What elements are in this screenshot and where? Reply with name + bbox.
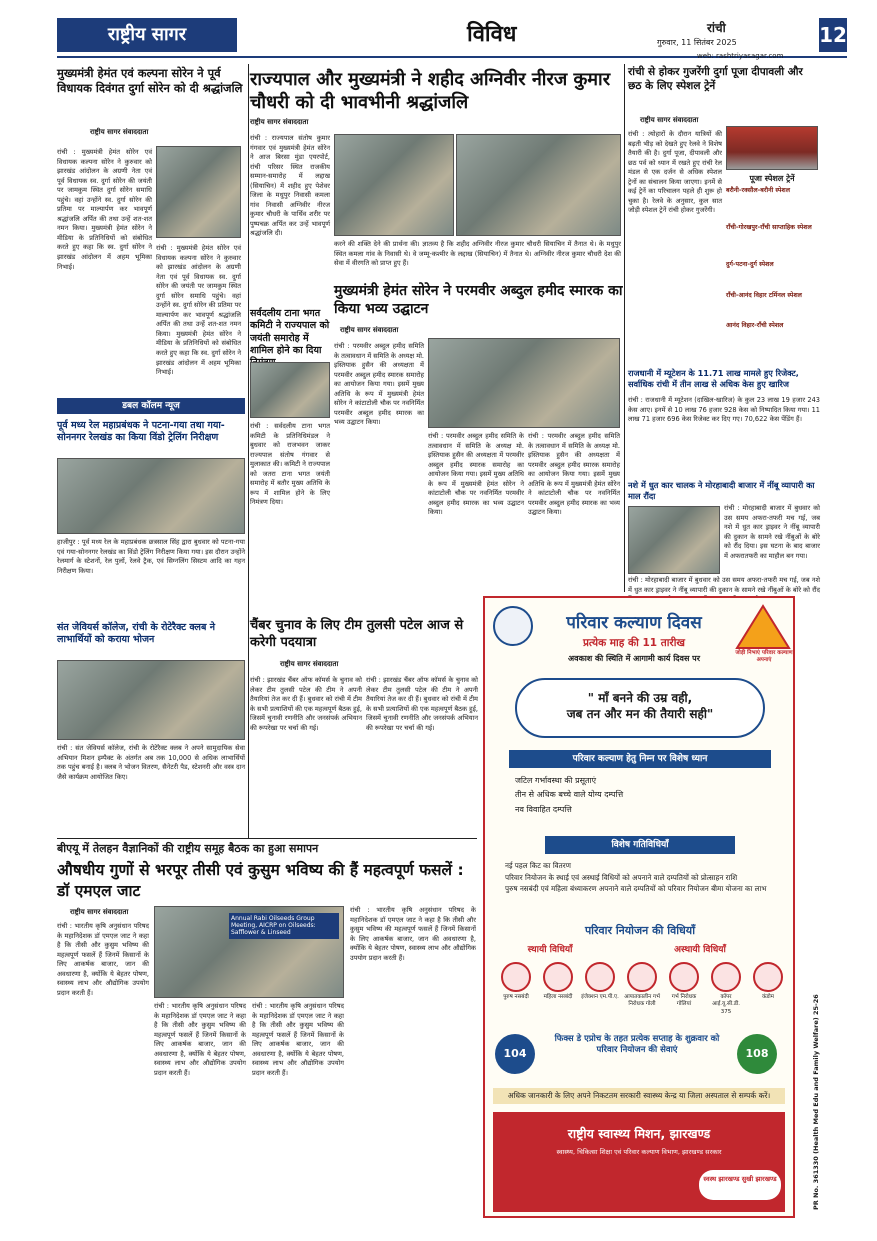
ad-tagline: अवकाश की स्थिति में आगामी कार्य दिवस पर: [568, 654, 700, 663]
kicker-bau-meeting: बीएयू में तेलहन वैज्ञानिकों की राष्ट्रीय समूह बैठक का हुआ समापन: [57, 842, 319, 855]
list-item: बरौनी-रक्सौल-बरौनी स्पेशल: [726, 187, 790, 194]
article-body: रांची : सर्वदलीय टाना भगत कमिटी के प्रतिनिधिमंडल ने बुधवार को राजभवन जाकर राज्यपाल संतोष गंगवार से मुलाकात की। कमिटी ने राज्यपाल को जतरा टाना भगत जयंती समारोह में बतौर मुख्य अतिथि के रूप में शामिल होने के लिए निमंत्रण दिया।: [250, 422, 330, 507]
section-name: विविध: [467, 22, 517, 47]
city-name: रांची: [707, 21, 726, 35]
photo-memorial-inauguration: [428, 338, 620, 428]
column-rule: [624, 64, 625, 592]
brand-logo: स्वस्थ झारखण्ड सुखी झारखण्ड: [699, 1170, 781, 1200]
photo-rotaract-club: [57, 660, 245, 740]
family-welfare-advertisement: [483, 596, 795, 1218]
methods-title: परिवार नियोजन की विधियाँ: [584, 924, 696, 937]
article-body-cont: रांची : भारतीय कृषि अनुसंधान परिषद के महानिदेशक डॉ एमएल जाट ने कहा है कि तीसी और कुसुम भविष्य की महत्वपूर्ण फसलें हैं जिनमें किसानों के लिए आकर्षक बाजार, जान की अवधारणा है, क्योंकि ये बेहतर पोषण, स्वास्थ्य लाभ और औद्योगिक उपयोग प्रदान करती हैं।: [350, 906, 476, 962]
headline-drunk-driver: नशे में धुत कार चालक ने मोरहाबादी बाजार में नींबू व्यापारी का माल रौंदा: [628, 480, 815, 502]
list-item: नई पहल किट का वितरण: [505, 861, 571, 870]
method-item: इंजेक्शन एम.पी.ए.: [581, 962, 619, 1016]
page-number: 12: [819, 18, 847, 52]
headline-mutation-cases: राजधानी में म्यूटेशन के 11.71 लाख मामले हुए रिजेक्ट, सर्वाधिक रांची में तीन लाख से अधिक केस हुए खारिज: [628, 368, 799, 390]
column-rule: [248, 64, 249, 838]
pr-number: PR No. 361330 (Health Med Edu and Family Welfare) 25-26: [812, 994, 820, 1210]
article-body: रांची : परमवीर अब्दुल हमीद समिति के तत्वावधान में समिति के अध्यक्ष मो. इस्तियाक हुसैन की अध्यक्षता में परमवीर अब्दुल हमीद स्मारक समारोह का आयोजन किया गया। इसमें मुख्य अतिथि के रूप में मुख्यमंत्री हेमंत सोरेन ने कांटाटोली चौक पर नवनिर्मित परमवीर अब्दुल हमीद स्मारक का भव्य उद्घाटन किया।: [334, 342, 425, 427]
byline: राष्ट्रीय सागर संवाददाता: [280, 660, 339, 668]
condom-icon: [753, 962, 783, 992]
newspaper-logo: राष्ट्रीय सागर: [57, 18, 237, 52]
photo-durga-soren-tribute: [156, 146, 241, 238]
emergency-pill-icon: [627, 962, 657, 992]
banner-text: Annual Rabi Oilseeds Group Meeting, AICRP on Oilseeds: Safflower & Linseed: [229, 913, 339, 939]
article-body: रांची : झारखंड चैंबर ऑफ कॉमर्स के चुनाव को लेकर टीम तुलसी पटेल की टीम ने अपनी तैयारियां तेज कर दी हैं। बुधवार को रांची में टीम के सभी प्रत्याशियों की एक महत्वपूर्ण बैठक हुई, जिसमें चुनावी रणनीति और जनसंपर्क अभियान की रूपरेखा पर चर्चा की गई।: [250, 676, 362, 732]
headline-railway-inspection: पूर्व मध्य रेल महाप्रबंधक ने पटना-गया तथा गया-सोननगर रेलखंड का किया विंडो ट्रेलिंग निरीक्षण: [57, 420, 225, 444]
corner-tag: जोड़ी निभाएं परिवार कल्याण अपनाएं: [735, 650, 793, 664]
column-rule: [57, 838, 477, 839]
headline-oilseeds: औषधीय गुणों से भरपूर तीसी एवं कुसुम भविष्य की हैं महत्वपूर्ण फसलें : डॉ एमएल जाट: [57, 861, 464, 900]
injection-icon: [585, 962, 615, 992]
article-body: रांची : राज्यपाल संतोष कुमार गंगवार एवं मुख्यमंत्री हेमंत सोरेन ने आज बिरसा मुंडा एयरपोर्ट, रांची परिसर स्थित राजकीय सम्मान-समारोह में लद्दाख (सियाचिन) में शहीद हुए पेशेवर जिला के मधुपुर निवासी कमला गांव निवासी अग्निवीर नीरज कुमार चौधरी के पार्थिव शरीर पर पुष्पचक्र अर्पित कर उन्हें भावपूर्ण श्रद्धांजलि दी।: [250, 134, 330, 238]
article-body-cont: रांची : भारतीय कृषि अनुसंधान परिषद के महानिदेशक डॉ एमएल जाट ने कहा है कि तीसी और कुसुम भविष्य की महत्वपूर्ण फसलें हैं जिनमें किसानों के लिए आकर्षक बाजार, जान की अवधारणा है, क्योंकि ये बेहतर पोषण, स्वास्थ्य लाभ और औद्योगिक उपयोग प्रदान करती हैं।: [154, 1002, 246, 1077]
article-body-cont: रांची : परमवीर अब्दुल हमीद समिति के तत्वावधान में समिति के अध्यक्ष मो. इस्तियाक हुसैन की अध्यक्षता में परमवीर अब्दुल हमीद स्मारक समारोह का आयोजन किया गया। इसमें मुख्य अतिथि के रूप में मुख्यमंत्री हेमंत सोरेन ने कांटाटोली चौक पर नवनिर्मित परमवीर अब्दुल हमीद स्मारक का भव्य उद्घाटन किया।: [428, 432, 524, 517]
pill-icon: [669, 962, 699, 992]
article-body-cont: रांची : झारखंड चैंबर ऑफ कॉमर्स के चुनाव को लेकर टीम तुलसी पटेल की टीम ने अपनी तैयारियां तेज कर दी हैं। बुधवार को रांची में टीम के सभी प्रत्याशियों की एक महत्वपूर्ण बैठक हुई, जिसमें चुनावी रणनीति और जनसंपर्क अभियान की रूपरेखा पर चर्चा की गई।: [366, 676, 478, 732]
headline-durga-soren: मुख्यमंत्री हेमंत एवं कल्पना सोरेन ने पूर्व विधायक दिवंगत दुर्गा सोरेन को दी श्रद्धांजलि: [57, 66, 243, 95]
special-trains-title: पूजा स्पेशल ट्रेनें: [749, 174, 795, 183]
quote-line: " माँ बनने की उम्र वही,: [587, 691, 693, 705]
headline-st-xaviers: संत जेवियर्स कॉलेज, रांची के रोटेरैक्ट क्लब ने लाभार्थियों को कराया भोजन: [57, 622, 216, 646]
mission-name: राष्ट्रीय स्वास्थ्य मिशन, झारखण्ड: [567, 1126, 711, 1141]
permanent-methods-title: स्थायी विधियाँ: [527, 945, 573, 955]
ad-title: परिवार कल्याण दिवस: [566, 613, 702, 633]
special-trains-list: [726, 186, 818, 330]
list-item: राँची-आनंद विहार टर्मिनल स्पेशल: [726, 292, 802, 300]
list-item: परिवार नियोजन के स्थाई एवं अस्थाई विधियों को अपनाने वाले दम्पतियों को प्रोत्साहन राशि: [505, 872, 738, 882]
mission-footer: [493, 1112, 785, 1212]
list-item: जटिल गर्भावस्था की प्रसूताएं: [515, 776, 597, 785]
article-body: हाजीपुर : पूर्व मध्य रेल के महाप्रबंधक छत्रसाल सिंह द्वारा बुधवार को पटना-गया एवं गया-सोननगर रेलखंड का विंडो ट्रेलिंग निरीक्षण किया गया। इस दौरान उन्होंने रेलमार्ग के स्टेशनों, रेल पुलों, रेलवे ट्रैक, एवं सिग्नलिंग सिस्टम आदि का गहन निरीक्षण किया।: [57, 538, 245, 575]
quote-box: [515, 678, 765, 738]
photo-governor-tribute: [334, 134, 454, 236]
list-item: राँची-गोरखपुर-राँची साप्ताहिक स्पेशल: [726, 224, 812, 232]
methods-row: [497, 962, 787, 1016]
method-item: महिला नसबंदी: [539, 962, 577, 1016]
byline: राष्ट्रीय सागर संवाददाता: [640, 116, 699, 124]
masthead: [57, 18, 847, 58]
method-item: कॉपर आई.यू.सी.डी. 375: [707, 962, 745, 1016]
photo-oilseeds-meeting: [154, 906, 344, 998]
photo-railway-inspection: [57, 458, 245, 534]
list-item: नव विवाहित दम्पत्ति: [515, 804, 572, 814]
list-item: पुरुष नसबंदी एवं महिला बंध्याकरण अपनाने वाले दम्पतियों को परिवार नियोजन बीमा योजना का लाभ: [505, 884, 767, 894]
headline-special-trains: रांची से होकर गुजरेंगी दुर्गा पूजा दीपावली और छठ के लिए स्पेशल ट्रेनें: [628, 66, 803, 92]
activity-title: विशेष गतिविधियाँ: [545, 836, 735, 854]
helpline-104-badge: 104: [495, 1034, 535, 1074]
list-item: तीन से अधिक बच्चे वाले योग्य दम्पत्ति: [515, 790, 624, 800]
family-logo-icon: [735, 604, 791, 650]
focus-title: परिवार कल्याण हेतु निम्न पर विशेष ध्यान: [509, 750, 771, 768]
headline-tana-bhagat: सर्वदलीय टाना भगत कमिटी ने राज्यपाल को जयंती समारोह में शामिल होने का दिया: [250, 308, 330, 357]
male-sterilization-icon: [501, 962, 531, 992]
ad-subtitle: प्रत्येक माह की 11 तारीख: [582, 637, 686, 649]
article-body-cont: रांची : मुख्यमंत्री हेमंत सोरेन एवं विधायक कल्पना सोरेन ने कुरुवार को झारखंड आंदोलन के अग्रणी नेता एवं पूर्व विधायक स्व. दुर्गा सोरेन की जयंती पर जामकुम स्थित दुर्गा सोरेन समाधि पहुंचे। वहां उन्होंने स्व. दुर्गा सोरेन की प्रतिमा पर माल्यार्पण कर भावपूर्ण श्रद्धांजलि अर्पित की तथा उन्हें शत-शत नमन किया। मुख्यमंत्री हेमंत सोरेन ने मीडिया के प्रतिनिधियों को संबोधित करते हुए कहा कि स्व. दुर्गा सोरेन ने झारखंड आंदोलन में अहम भूमिका निभाई।: [156, 244, 241, 377]
list-item: दुर्ग-पटना-दुर्ग स्पेशल: [726, 261, 774, 269]
photo-market-incident: [628, 506, 720, 574]
temporary-methods-title: अस्थायी विधियाँ: [674, 945, 726, 955]
copper-t-icon: [711, 962, 741, 992]
emblem-icon: [493, 606, 533, 646]
article-body: रांची : मुख्यमंत्री हेमंत सोरेन एवं विधायक कल्पना सोरेन ने कुरुवार को झारखंड आंदोलन के अग्रणी नेता एवं पूर्व विधायक स्व. दुर्गा सोरेन की जयंती पर जामकुम स्थित दुर्गा सोरेन समाधि पहुंचे। वहां उन्होंने स्व. दुर्गा सोरेन की प्रतिमा पर माल्यार्पण कर भावपूर्ण श्रद्धांजलि अर्पित की तथा उन्हें शत-शत नमन किया। मुख्यमंत्री हेमंत सोरेन ने मीडिया के प्रतिनिधियों को संबोधित करते हुए कहा कि स्व. दुर्गा सोरेन ने झारखंड आंदोलन में अहम भूमिका निभाई।: [57, 148, 152, 271]
method-item: कंडोम: [749, 962, 787, 1016]
byline: राष्ट्रीय सागर संवाददाता: [340, 326, 399, 334]
fixed-day-text: फिक्स डे एप्रोच के तहत प्रत्येक सप्ताह के शुक्रवार को परिवार नियोजन की सेवाएं: [554, 1034, 720, 1056]
article-body: रांची : त्योहारों के दौरान यात्रियों की बढ़ती भीड़ को देखते हुए रेलवे ने विशेष तैयारी की है। दुर्गा पूजा, दीपावली और छठ पर्व को ध्यान में रखते हुए रांची रेल मंडल से एक दर्जन से अधिक स्पेशल ट्रेनों का संचालन किया जाएगा। इनमें से कई ट्रेनें का परिचालन पहले ही शुरू हो चुका है। रेलवे के अनुसार, कुल सात जोड़ी स्पेशल ट्रेनें रांची होकर गुजरेंगी।: [628, 130, 722, 215]
female-sterilization-icon: [543, 962, 573, 992]
headline-abdul-hamid-memorial: मुख्यमंत्री हेमंत सोरेन ने परमवीर अब्दुल हमीद स्मारक का किया भव्य उद्घाटन: [334, 283, 623, 318]
byline: राष्ट्रीय सागर संवाददाता: [90, 128, 149, 136]
method-item: पुरुष नसबंदी: [497, 962, 535, 1016]
article-body-cont: करने की शक्ति देने की प्रार्थना की। ज्ञातव्य है कि शहीद अग्निवीर नीरज कुमार चौधरी सियाचिन में तैनात थे। के मधुपुर स्थित कमला गांव के निवासी थे। वे जम्मू-कश्मीर के लद्दाख (सियाचिन) में तैनात थे। अग्निवीर नीरज कुमार चौधरी देश की सेवा में वीरगति को प्राप्त हुए हैं।: [334, 240, 621, 268]
article-body-cont: रांची : भारतीय कृषि अनुसंधान परिषद के महानिदेशक डॉ एमएल जाट ने कहा है कि तीसी और कुसुम भविष्य की महत्वपूर्ण फसलें हैं जिनमें किसानों के लिए आकर्षक बाजार, जान की अवधारणा है, क्योंकि ये बेहतर पोषण, स्वास्थ्य लाभ और औद्योगिक उपयोग प्रदान करती हैं।: [252, 1002, 344, 1077]
photo-cm-tribute: [456, 134, 621, 236]
method-item: गर्भ निरोधक गोलियां: [665, 962, 703, 1016]
article-body: रांची : राजधानी में म्यूटेशन (दाखिल-खारिज) के कुल 23 लाख 19 हजार 243 केस आए। इनमें से 10 लाख 76 हजार 928 केस को निष्पादित किया गया। 11 लाख 71 हजार 696 केस रिजेक्ट कर दिए गए। 70,622 केस पेंडिंग हैं।: [628, 396, 820, 424]
article-body: रांची : मोरहाबादी बाजार में बुधवार को उस समय अफरा-तफरी मच गई, जब नशे में धुत कार ड्राइवर ने नींबू व्यापारी की दुकान के सामने रखे नींबुओं के बोरे को रौंद दिया। इस घटना के बाद बाजार में अफरातफरी का माहौल बन गया।: [724, 504, 820, 560]
headline-chamber-election: चैंबर चुनाव के लिए टीम तुलसी पटेल आज से करेगी पदयात्रा: [250, 618, 464, 650]
article-body-cont: रांची : मोरहाबादी बाजार में बुधवार को उस समय अफरा-तफरी मच गई, जब नशे में धुत कार ड्राइवर ने नींबू व्यापारी की दुकान के सामने रखे नींबुओं के बोरे को रौंद: [628, 576, 820, 594]
quote-line: जब तन और मन की तैयारी सही": [566, 707, 714, 722]
helpline-108-badge: 108: [737, 1034, 777, 1074]
article-body: रांची : संत जेवियर्स कॉलेज, रांची के रोटेरैक्ट क्लब ने अपने सामुदायिक सेवा अभियान मिशन इम्पैक्ट के अंतर्गत अब तक 10,000 से अधिक लाभार्थियों तक पहुंच बनाई है। क्लब ने भोजन वितरण, सैनेटरी पैड, स्टेशनरी और वस्त्र दान जैसे कार्यक्रम आयोजित किए।: [57, 744, 245, 781]
mission-sub: स्वास्थ्य, चिकित्सा शिक्षा एवं परिवार कल्याण विभाण, झारखण्ड सरकार: [556, 1148, 722, 1156]
contact-text: अधिक जानकारी के लिए अपने निकटतम सरकारी स्वास्थ्य केन्द्र या जिला अस्पताल से सम्पर्क करें।: [493, 1088, 785, 1104]
headline-agniveer-tribute: राज्यपाल और मुख्यमंत्री ने शहीद अग्निवीर नीरज कुमार चौधरी को दी भावभीनी श्रद्धांजलि: [250, 69, 611, 114]
photo-tana-bhagat: [250, 362, 330, 418]
article-body-cont: रांची : परमवीर अब्दुल हमीद समिति के तत्वावधान में समिति के अध्यक्ष मो. इस्तियाक हुसैन की अध्यक्षता में परमवीर अब्दुल हमीद स्मारक समारोह का आयोजन किया गया। इसमें मुख्य अतिथि के रूप में मुख्यमंत्री हेमंत सोरेन ने कांटाटोली चौक पर नवनिर्मित परमवीर अब्दुल हमीद स्मारक का भव्य उद्घाटन किया।: [528, 432, 620, 517]
method-item: आपातकालीन गर्भ निरोधक गोली: [623, 962, 661, 1016]
byline: राष्ट्रीय सागर संवाददाता: [250, 118, 309, 126]
website: web: rashtriyasagar.com: [697, 52, 784, 60]
activity-list: [505, 860, 775, 895]
section-label-double-column: डबल कॉलम न्यूज: [57, 398, 245, 414]
photo-train: [726, 126, 818, 170]
article-body: रांची : भारतीय कृषि अनुसंधान परिषद के महानिदेशक डॉ एमएल जाट ने कहा है कि तीसी और कुसुम भविष्य की महत्वपूर्ण फसलें हैं जिनमें किसानों के लिए आकर्षक बाजार, जान की अवधारणा है, क्योंकि ये बेहतर पोषण, स्वास्थ्य लाभ और औद्योगिक उपयोग प्रदान करती हैं।: [57, 922, 149, 997]
list-item: आनंद विहार-राँची स्पेशल: [726, 321, 784, 329]
focus-list: [515, 774, 775, 817]
dateline: गुरुवार, 11 सितंबर 2025: [657, 38, 737, 47]
byline: राष्ट्रीय सागर संवाददाता: [70, 908, 129, 916]
